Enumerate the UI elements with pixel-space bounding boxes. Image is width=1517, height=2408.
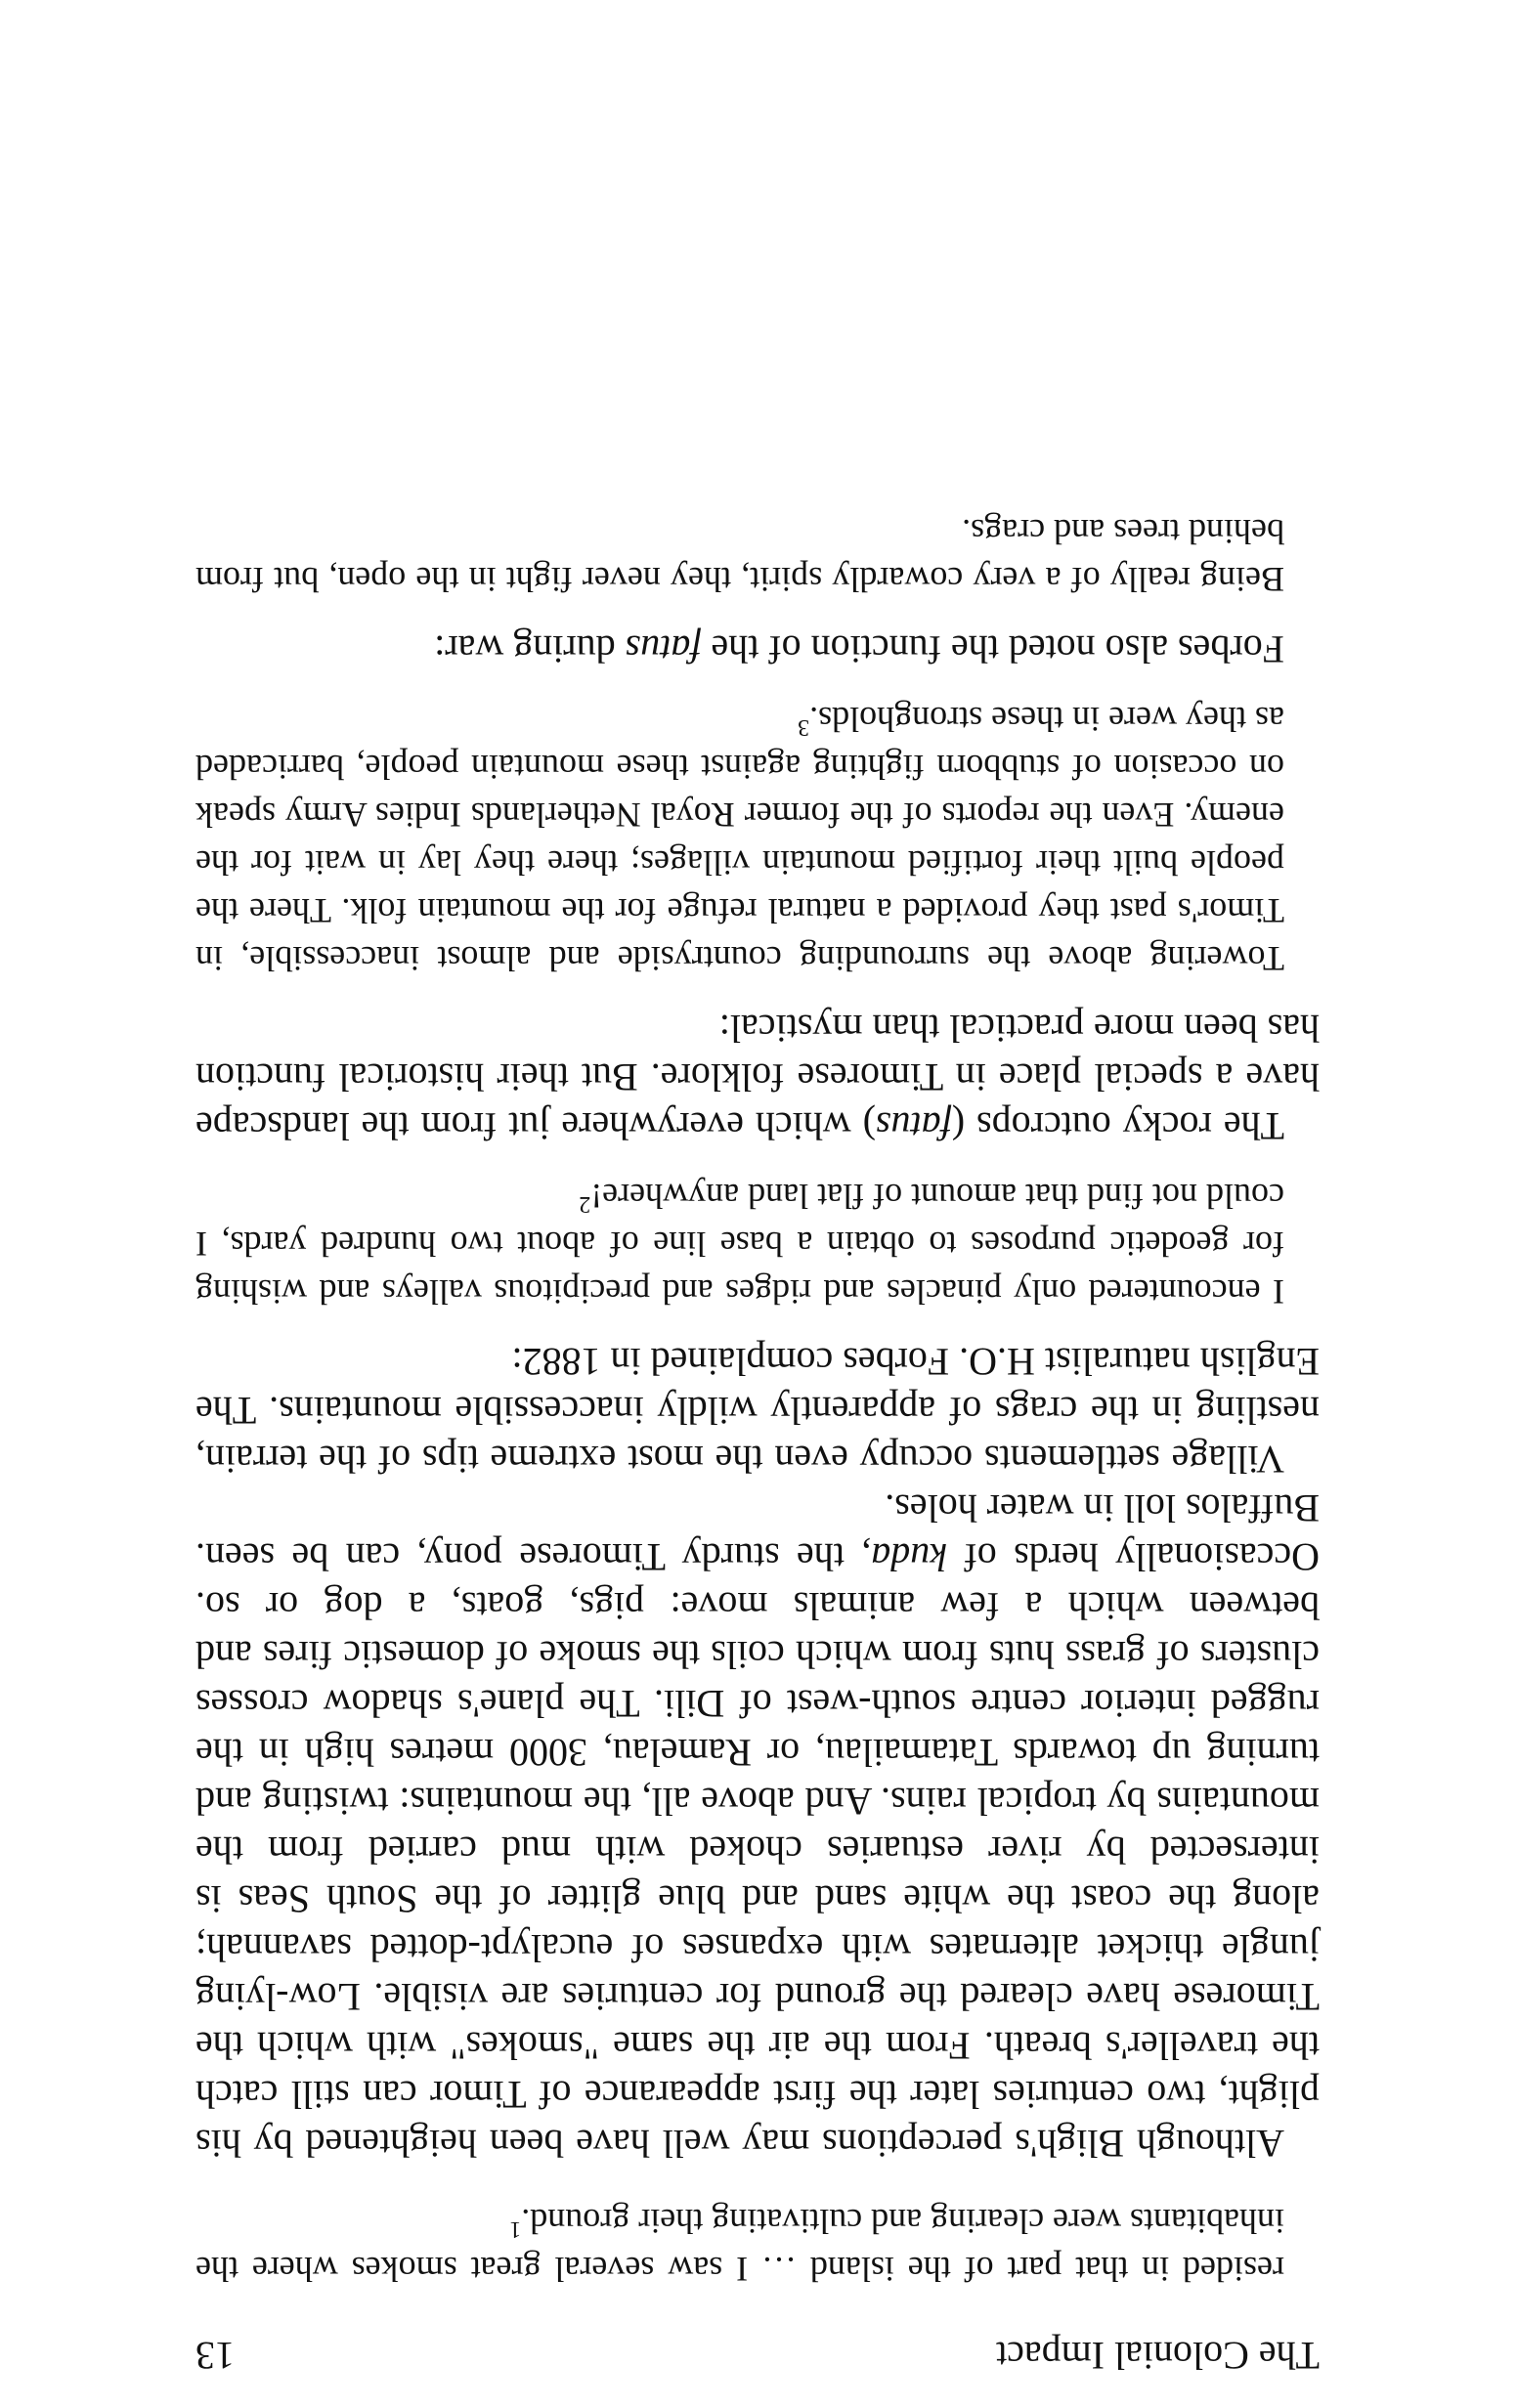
paragraph: [195, 624, 1320, 673]
footnote-ref: 2: [579, 1191, 591, 1217]
paragraph-text-continued: during war:: [434, 627, 626, 671]
footnote-ref: 1: [509, 2216, 522, 2242]
block-quote: [195, 695, 1284, 982]
italic-term: fatus: [875, 1104, 952, 1148]
quote-text: resided in that part of the island … I saw several great smokes where the inhabitants were clearing and cultivating their ground.: [195, 2202, 1284, 2289]
quote-text: Being really of a very cowardly spirit, they never fight in the open, but from behind trees and crags.: [195, 512, 1284, 599]
block-quote: [195, 2197, 1284, 2293]
footnote-ref: 3: [798, 714, 810, 740]
quote-text: Towering above the surrounding countryside and almost inaccessible, in Timor's past they provided a natural refuge for the mountain folk. There the people built their fortified mountain villages; there they lay in wait for the enemy. Even the reports of the former Royal Netherlands Indies Army speak on occasion of stubborn fighting against these mountain people, barricaded as they were in these strongholds.: [195, 700, 1284, 978]
paragraph-text: Village settlements occupy even the most extreme tips of the terrain, nestling in the crags of apparently wildly inaccessible mountains. The English naturalist H.O. Forbes complained in 1882:: [195, 1340, 1320, 1482]
paragraph-text-continued: ) which everywhere jut from the landscape have a special place in Timorese folklore. But their historical function has been more practical than mystical:: [195, 1007, 1320, 1148]
block-quote: [195, 507, 1284, 603]
running-head: The Colonial Impact: [995, 2334, 1320, 2378]
block-quote: [195, 1172, 1284, 1315]
paragraph: [195, 1337, 1320, 1484]
italic-term: fatus: [625, 627, 702, 671]
paragraph: [195, 1004, 1320, 1150]
page-body: [195, 507, 1320, 2293]
paragraph-text: Although Bligh's perceptions may well have been heightened by his plight, two centuries later the first appearance of Timor can still catch the traveller's breath. From the air the same "smokes" with which the Timorese have cleared the ground for centuries are visible. Low-lying jungle thicket alternates with expanses of eucalypt-dotted savannah; along the coast the white sand and blue glitter of the South Seas is intersected by river estuaries choked with mud carried from the mountains by tropical rains. And above all, the mountains: twisting and turning up towards Tatamailau, or Ramelau, 3000 metres high in the rugged interior centre south-west of Dili. The plane's shadow crosses clusters of grass huts from which coils the smoke of domestic fires and between which a few animals move: pigs, goats, a dog or so. Occasionally herds of: [195, 1535, 1320, 2166]
page-number: 13: [195, 2334, 235, 2378]
quote-text: I encountered only pinacles and ridges and precipitous valleys and wishing for geodetic purposes to obtain a base line of about two hundred yards, I could not find that amount of flat land anywhere!: [195, 1177, 1284, 1312]
paragraph-text: The rocky outcrops (: [951, 1104, 1284, 1148]
italic-term: kuda: [871, 1535, 948, 1579]
paragraph-text-continued: , the sturdy Timorese pony, can be seen. Buffalos loll in water holes.: [195, 1486, 1320, 1579]
paragraph-text: Forbes also noted the function of the: [701, 627, 1284, 671]
paragraph: [195, 1484, 1320, 2168]
page-header: [195, 2330, 1320, 2379]
